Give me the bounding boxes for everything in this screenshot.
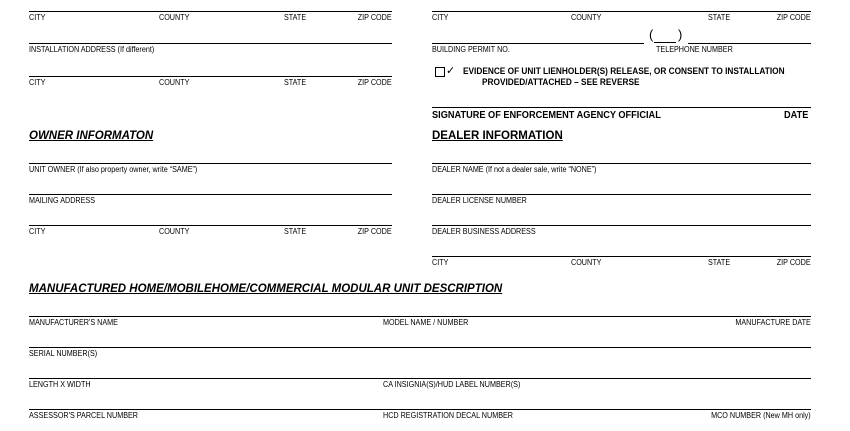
manufacturer-row[interactable]: [29, 316, 811, 328]
dealer-license-label: DEALER LICENSE NUMBER: [432, 196, 527, 205]
city-label: CITY: [432, 13, 449, 22]
state-label: STATE: [284, 13, 307, 22]
telephone-paren-close: ): [678, 27, 683, 42]
city-label: CITY: [29, 78, 46, 87]
dealer-address-field[interactable]: [432, 225, 811, 237]
lienholder-evidence-checkbox[interactable]: [435, 67, 445, 77]
city-label: CITY: [29, 227, 46, 236]
owner-information-heading: OWNER INFORMATON: [29, 130, 154, 142]
serial-number-row[interactable]: [29, 347, 811, 359]
county-label: COUNTY: [159, 227, 190, 236]
city-field-row1-left[interactable]: [29, 11, 392, 23]
telephone-field[interactable]: [656, 43, 811, 55]
dealer-information-heading: DEALER INFORMATION: [432, 130, 563, 142]
zip-label: ZIP CODE: [358, 13, 392, 22]
city-field-row1-right[interactable]: [432, 11, 811, 23]
manufacturer-label: MANUFACTURER'S NAME: [29, 318, 118, 327]
state-label: STATE: [284, 78, 307, 87]
length-width-label: LENGTH X WIDTH: [29, 380, 91, 389]
lienholder-evidence-text-line1: EVIDENCE OF UNIT LIENHOLDER(S) RELEASE, OR CONSENT TO INSTALLATION: [463, 66, 785, 76]
area-code-underline[interactable]: [654, 42, 676, 43]
parcel-number-label: ASSESSOR'S PARCEL NUMBER: [29, 411, 139, 420]
signature-line[interactable]: [432, 107, 811, 108]
dealer-license-field[interactable]: [432, 194, 811, 206]
state-label: STATE: [284, 227, 307, 236]
dealer-city-field[interactable]: [432, 256, 811, 268]
city-label: CITY: [432, 258, 449, 267]
lienholder-evidence-text-line2: PROVIDED/ATTACHED – SEE REVERSE: [482, 77, 640, 87]
city-label: CITY: [29, 13, 46, 22]
installation-address-label: INSTALLATION ADDRESS (If different): [29, 45, 155, 54]
building-permit-field[interactable]: [432, 43, 644, 55]
telephone-paren-open: (: [649, 27, 654, 42]
insignia-label: CA INSIGNIA(S)/HUD LABEL NUMBER(S): [383, 380, 521, 389]
owner-city-field[interactable]: [29, 225, 392, 237]
mailing-address-label: MAILING ADDRESS: [29, 196, 96, 205]
unit-description-heading: MANUFACTURED HOME/MOBILEHOME/COMMERCIAL MODULAR UNIT DESCRIPTION: [29, 283, 503, 295]
date-label: DATE: [784, 110, 809, 121]
zip-label: ZIP CODE: [358, 78, 392, 87]
serial-number-label: SERIAL NUMBER(S): [29, 349, 98, 358]
county-label: COUNTY: [571, 258, 602, 267]
telephone-label: TELEPHONE NUMBER: [656, 45, 733, 54]
dealer-name-field[interactable]: [432, 163, 811, 175]
dealer-address-label: DEALER BUSINESS ADDRESS: [432, 227, 536, 236]
dealer-name-label: DEALER NAME (If not a dealer sale, write “NONE”): [432, 165, 597, 174]
mailing-address-field[interactable]: [29, 194, 392, 206]
county-label: COUNTY: [159, 78, 190, 87]
unit-owner-label: UNIT OWNER (If also property owner, write “SAME”): [29, 165, 198, 174]
county-label: COUNTY: [159, 13, 190, 22]
checkmark-icon: ✓: [446, 65, 456, 77]
zip-label: ZIP CODE: [777, 13, 811, 22]
length-width-row[interactable]: [29, 378, 811, 390]
zip-label: ZIP CODE: [358, 227, 392, 236]
parcel-number-row[interactable]: [29, 409, 811, 421]
mco-number-label: MCO NUMBER (New MH only): [711, 411, 811, 420]
building-permit-label: BUILDING PERMIT NO.: [432, 45, 510, 54]
state-label: STATE: [708, 13, 731, 22]
unit-owner-field[interactable]: [29, 163, 392, 175]
state-label: STATE: [708, 258, 731, 267]
manufacture-date-label: MANUFACTURE DATE: [735, 318, 811, 327]
model-label: MODEL NAME / NUMBER: [383, 318, 469, 327]
installation-address-field[interactable]: [29, 43, 392, 55]
installation-city-field[interactable]: [29, 76, 392, 88]
signature-label: SIGNATURE OF ENFORCEMENT AGENCY OFFICIAL: [432, 110, 661, 121]
zip-label: ZIP CODE: [777, 258, 811, 267]
county-label: COUNTY: [571, 13, 602, 22]
hcd-decal-label: HCD REGISTRATION DECAL NUMBER: [383, 411, 514, 420]
